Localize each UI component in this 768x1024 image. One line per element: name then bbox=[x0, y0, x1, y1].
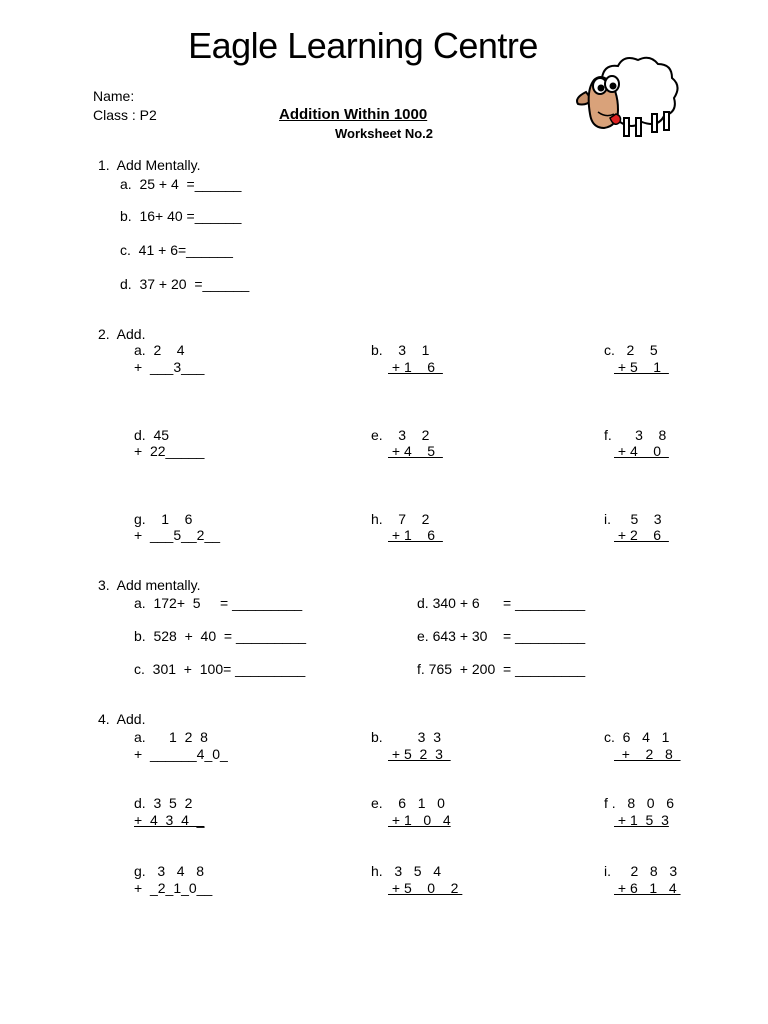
q4-heading: 4. Add. bbox=[98, 711, 146, 727]
q2-heading: 2. Add. bbox=[98, 326, 146, 342]
q2-e-bottom: + 4 5 bbox=[388, 443, 443, 459]
q2-b-top: b. 3 1 bbox=[371, 342, 430, 358]
q4-i-bottom: + 6 1 4 bbox=[614, 880, 681, 896]
q4-g-top: g. 3 4 8 bbox=[134, 863, 205, 879]
q4-g-bottom: + _2_1_0__ bbox=[134, 880, 213, 896]
q3-item-d: d. 340 + 6 = _________ bbox=[417, 595, 586, 611]
q2-i-top: i. 5 3 bbox=[604, 511, 662, 527]
q3-item-f: f. 765 + 200 = _________ bbox=[417, 661, 586, 677]
q4-d-top: d. 3 5 2 bbox=[134, 795, 193, 811]
q2-h-top: h. 7 2 bbox=[371, 511, 430, 527]
q1-heading: 1. Add Mentally. bbox=[98, 157, 201, 173]
q2-d-bottom: + 22_____ bbox=[134, 443, 205, 459]
q4-i-top: i. 2 8 3 bbox=[604, 863, 678, 879]
q2-f-bottom: + 4 0 bbox=[614, 443, 669, 459]
worksheet-number: Worksheet No.2 bbox=[335, 126, 434, 141]
q4-b-bottom: + 5 2 3 bbox=[388, 746, 451, 762]
q4-e-top: e. 6 1 0 bbox=[371, 795, 445, 811]
q4-h-top: h. 3 5 4 bbox=[371, 863, 442, 879]
q2-i-bottom: + 2 6 bbox=[614, 527, 669, 543]
q3-item-b: b. 528 + 40 = _________ bbox=[134, 628, 307, 644]
page-title: Eagle Learning Centre bbox=[188, 25, 538, 66]
name-label: Name: bbox=[93, 88, 135, 104]
q1-item-a: a. 25 + 4 =______ bbox=[120, 176, 242, 192]
q3-item-c: c. 301 + 100= _________ bbox=[134, 661, 306, 677]
q2-h-bottom: + 1 6 bbox=[388, 527, 443, 543]
sheep-icon bbox=[572, 48, 684, 144]
q4-b-top: b. 3 3 bbox=[371, 729, 442, 745]
q2-a-bottom: + ___3___ bbox=[134, 359, 205, 375]
q2-g-top: g. 1 6 bbox=[134, 511, 193, 527]
worksheet-subtitle: Addition Within 1000 bbox=[279, 106, 428, 123]
q4-a-bottom: + ______4_0_ bbox=[134, 746, 228, 762]
q2-c-top: c. 2 5 bbox=[604, 342, 658, 358]
q1-item-d: d. 37 + 20 =______ bbox=[120, 276, 250, 292]
q4-c-top: c. 6 4 1 bbox=[604, 729, 670, 745]
class-label: Class : P2 bbox=[93, 107, 157, 123]
q4-h-bottom: + 5 0 2 bbox=[388, 880, 463, 896]
q4-c-bottom: + 2 8 bbox=[614, 746, 681, 762]
q2-g-bottom: + ___5__2__ bbox=[134, 527, 221, 543]
q2-c-bottom: + 5 1 bbox=[614, 359, 669, 375]
q2-e-top: e. 3 2 bbox=[371, 427, 430, 443]
q1-item-b: b. 16+ 40 =______ bbox=[120, 208, 242, 224]
q4-f-bottom: + 1 5 3 bbox=[614, 812, 669, 828]
q3-heading: 3. Add mentally. bbox=[98, 577, 201, 593]
q2-b-bottom: + 1 6 bbox=[388, 359, 443, 375]
q2-d-top: d. 45 bbox=[134, 427, 170, 443]
q4-f-top: f . 8 0 6 bbox=[604, 795, 675, 811]
q1-item-c: c. 41 + 6=______ bbox=[120, 242, 233, 258]
q4-a-top: a. 1 2 8 bbox=[134, 729, 208, 745]
q4-d-bottom: + 4 3 4 _ bbox=[134, 812, 205, 828]
q3-item-e: e. 643 + 30 = _________ bbox=[417, 628, 586, 644]
q2-a-top: a. 2 4 bbox=[134, 342, 185, 358]
q3-item-a: a. 172+ 5 = _________ bbox=[134, 595, 303, 611]
q2-f-top: f. 3 8 bbox=[604, 427, 667, 443]
q4-e-bottom: + 1 0 4 bbox=[388, 812, 451, 828]
